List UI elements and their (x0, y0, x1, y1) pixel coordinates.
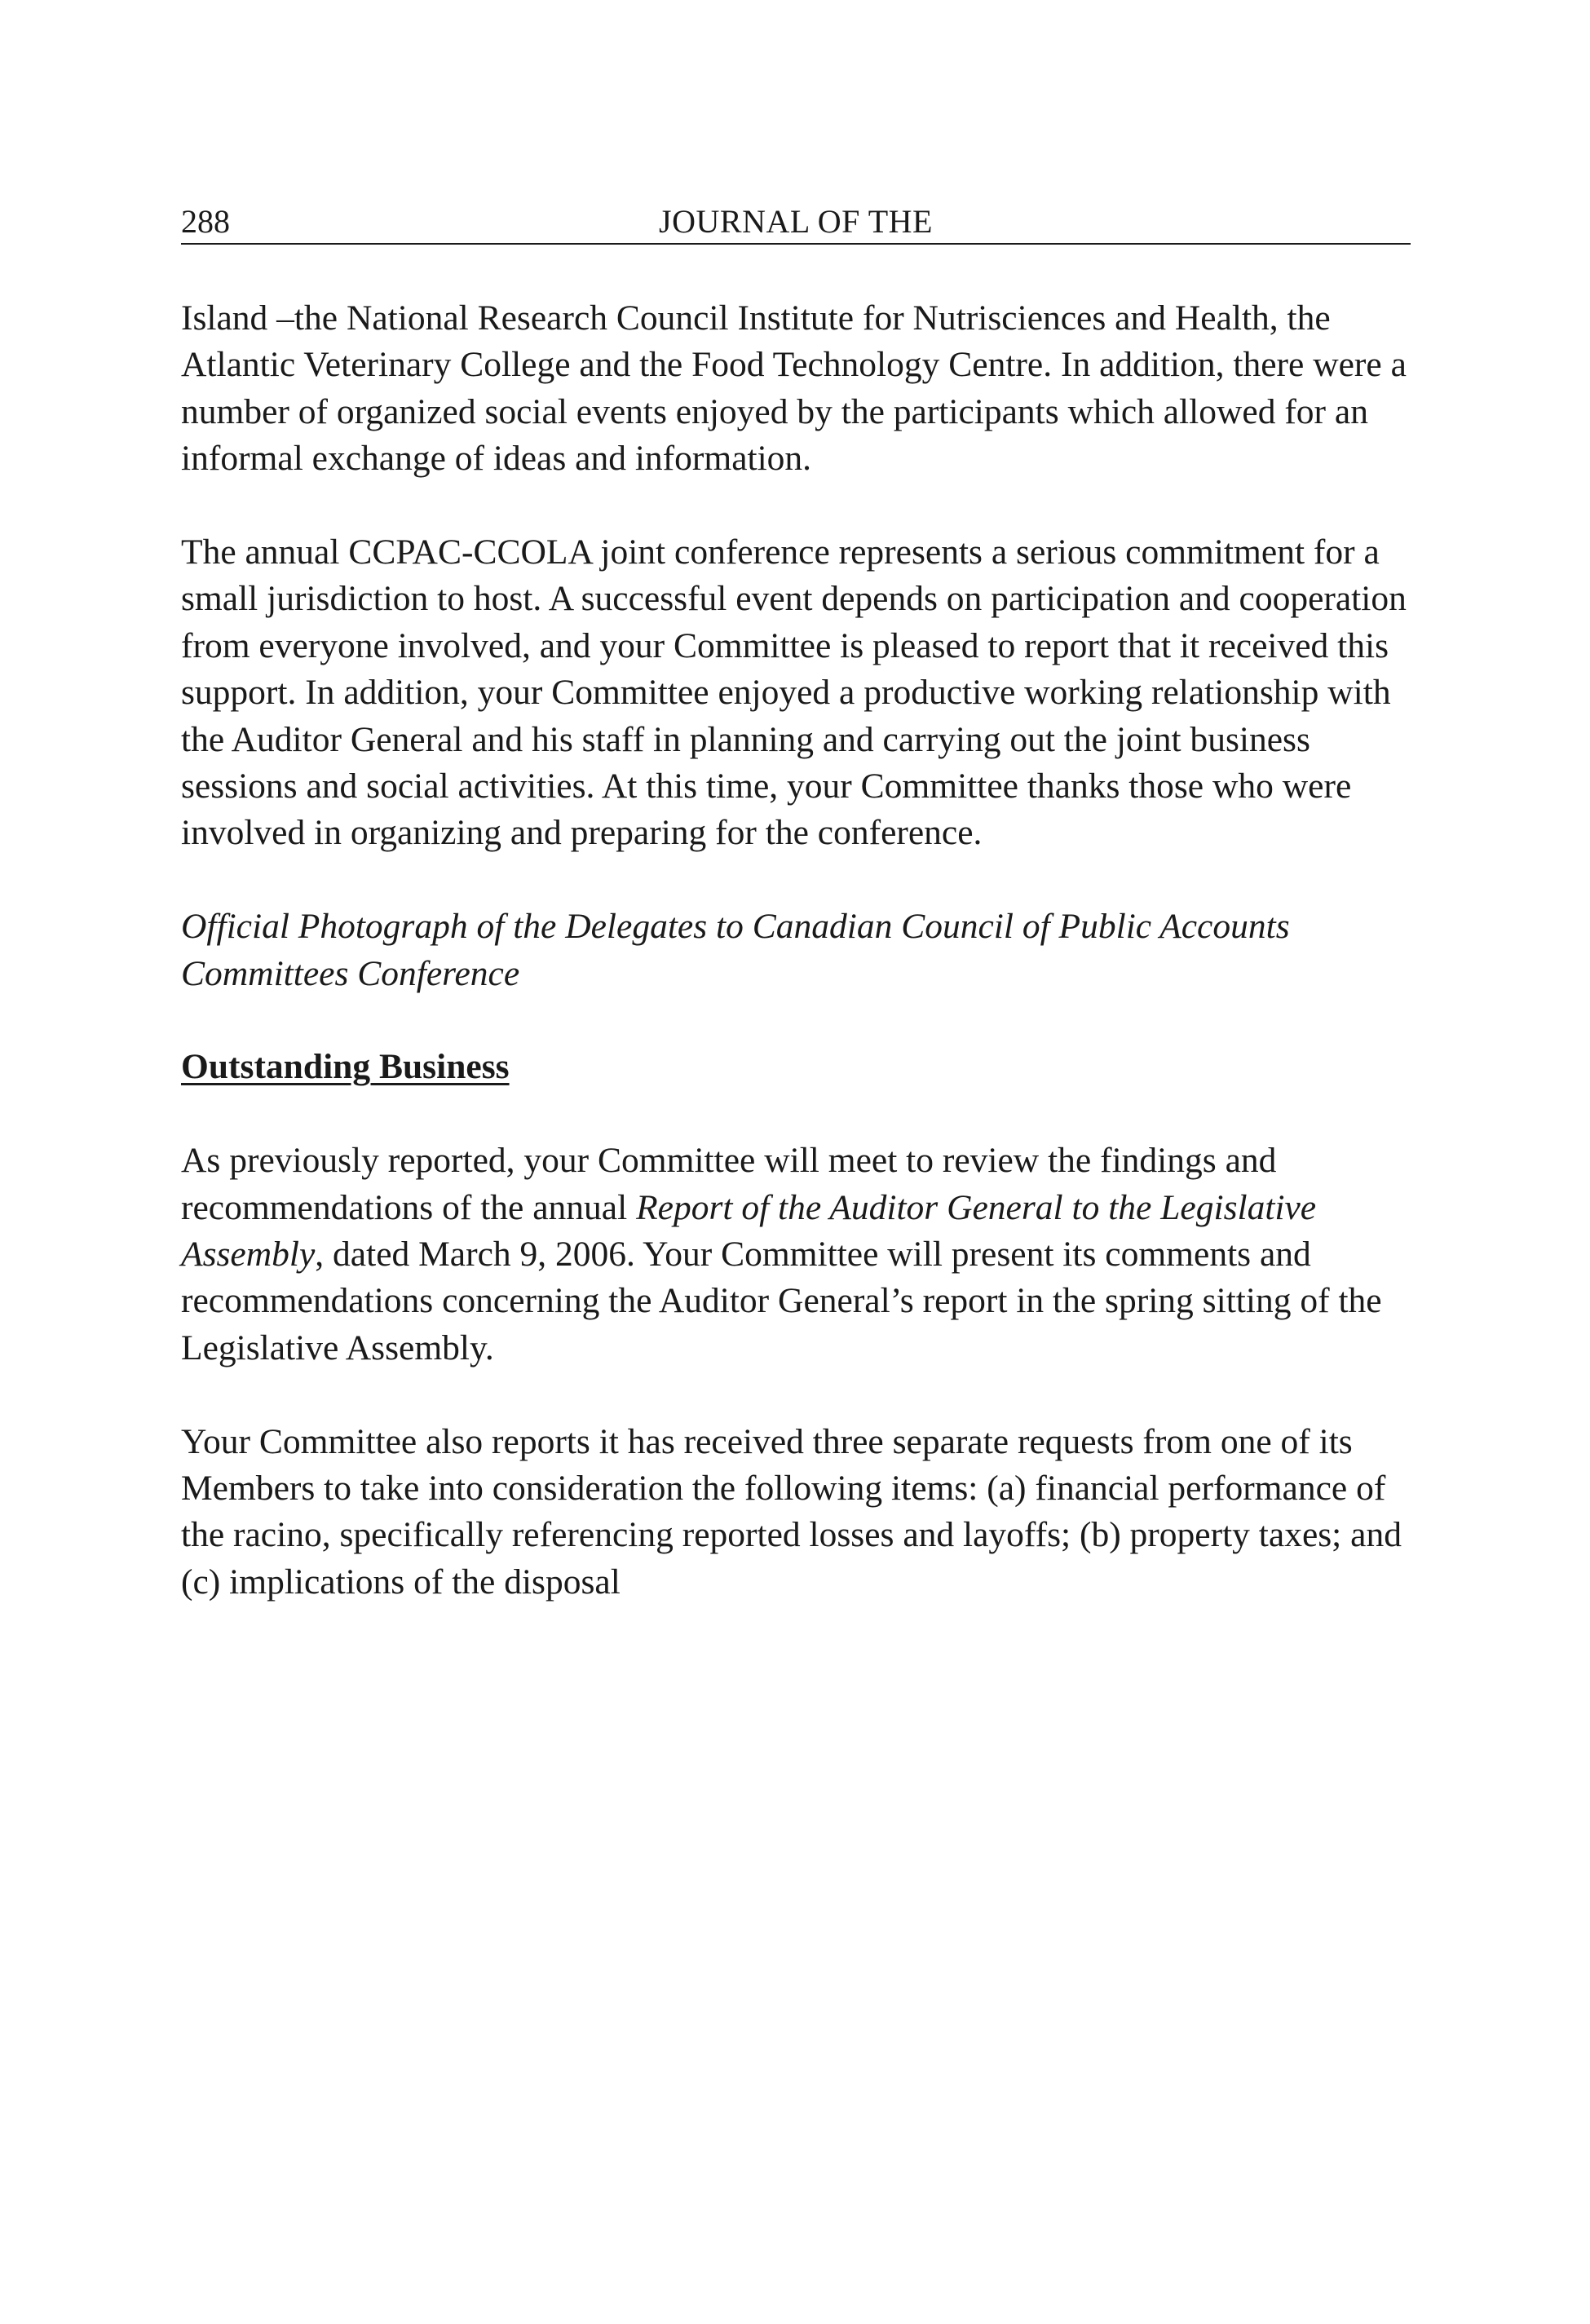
photo-caption: Official Photograph of the Delegates to Canadian Council of Public Accounts Committees Conference (181, 907, 1290, 993)
running-header-title: JOURNAL OF THE (659, 203, 933, 240)
section-heading-outstanding-business (181, 1044, 1411, 1090)
report-title: Report of the Auditor General to the Legislative Assembly (181, 1187, 1317, 1275)
journal-page (181, 201, 1411, 1606)
running-header (181, 201, 1411, 245)
paragraph-auditor-report-rest: , dated March 9, 2006. Your Committee will present its comments and recommendations concerning the Auditor General’s report in the spring sitting of the Legislative Assembly. (181, 1235, 1382, 1367)
body-text (181, 295, 1411, 1606)
page-number: 288 (181, 203, 230, 240)
paragraph-auditor-report (181, 1138, 1411, 1372)
section-heading-text: Outstanding Business (181, 1047, 510, 1087)
paragraph-auditor-report-intro: As previously reported, your Committee will meet to review the findings and recommendations of the annual (181, 1141, 1277, 1227)
paragraph-conference-commitment: The annual CCPAC-CCOLA joint conference represents a serious commitment for a small jurisdiction to host. A successful event depends on participation and cooperation from everyone involved, and your Committee is pleased to report that it received this support. In addition, your Committee enjoyed a productive working relationship with the Auditor General and his staff in planning and carrying out the joint business sessions and social activities. At this time, your Committee thanks those who were involved in organizing and preparing for the conference. (181, 532, 1407, 853)
paragraph-conference-tours: Island –the National Research Council Institute for Nutrisciences and Health, the Atlantic Veterinary College and the Food Technology Centre. In addition, there were a number of organized social events enjoyed by the participants which allowed for an informal exchange of ideas and information. (181, 298, 1407, 479)
paragraph-member-requests: Your Committee also reports it has received three separate requests from one of its Members to take into consideration the following items: (a) financial performance of the racino, specifically referencing reported losses and layoffs; (b) property taxes; and (c) implications of the disposal (181, 1421, 1402, 1602)
